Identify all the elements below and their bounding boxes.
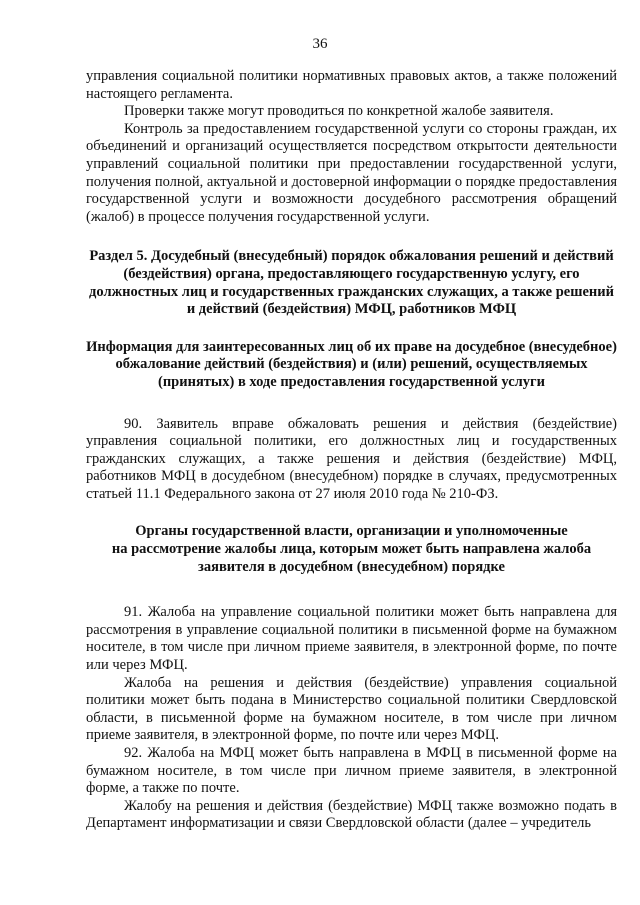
organs-heading-line-2: на рассмотрение жалобы лица, которым может быть направлена жалоба xyxy=(111,541,592,558)
paragraph-92: 92. Жалоба на МФЦ может быть направлена в МФЦ в письменной форме на бумажном носителе, в том числе при личном приеме заявителя, в электронной форме, а также по почте. xyxy=(86,745,617,797)
paragraph-92-second: Жалобу на решения и действия (бездействие) МФЦ также возможно подать в Департамент информатизации и связи Свердловской области (далее – учредитель xyxy=(86,797,617,832)
paragraph-91: 91. Жалоба на управление социальной политики может быть направлена для рассмотрения в управление социальной политики в письменной форме на бумажном носителе, в том числе при личном приеме заявителя, в электронной форме, по почте или через МФЦ. xyxy=(86,604,617,674)
paragraph-checks: Проверки также могут проводиться по конкретной жалобе заявителя. xyxy=(124,103,554,120)
paragraph-control: Контроль за предоставлением государственной услуги со стороны граждан, их объединений и организаций осуществляется посредством открытости деятельности управлений социальной политики при предоставлении государственной услуги, получения полной, актуальной и достоверной информации о порядке предоставления государственной услуги и возможности досудебного рассмотрения обращений (жалоб) в процессе получения государственной услуги. xyxy=(86,120,617,225)
paragraph-90: 90. Заявитель вправе обжаловать решения и действия (бездействие) управления социальной политики, его должностных лиц и государственных гражданских служащих, а также решения и действия (бездействие) МФЦ, работников МФЦ в досудебном (внесудебном) порядке в случаях, предусмотренных статьей 11.1 Федерального закона от 27 июля 2010 года № 210-ФЗ. xyxy=(86,415,617,502)
paragraph-91-second: Жалоба на решения и действия (бездействие) управления социальной политики может быть подана в Министерство социальной политики Свердловской области, в письменной форме на бумажном носителе, в том числе при личном приеме заявителя, в электронной форме, по почте или через МФЦ. xyxy=(86,674,617,744)
section-5-heading: Раздел 5. Досудебный (внесудебный) порядок обжалования решений и действий (бездействия) органа, предоставляющего государственную услугу, его должностных лиц и государственных гражданских служащих, а также решений и действий (бездействия) МФЦ, работников МФЦ xyxy=(89,248,614,318)
organs-heading-line-1: Органы государственной власти, организации и уполномоченные xyxy=(135,523,568,540)
page-number: 36 xyxy=(312,36,328,52)
organs-heading xyxy=(86,523,617,576)
info-heading: Информация для заинтересованных лиц об их праве на досудебное (внесудебное) обжалование действий (бездействия) и (или) решений, осуществляемых (принятых) в ходе предоставления государственной услуги xyxy=(86,338,617,390)
document-body xyxy=(86,68,617,833)
organs-heading-line-3: заявителя в досудебном (внесудебном) порядке xyxy=(198,558,505,575)
paragraph-continuation: управления социальной политики нормативных правовых актов, а также положений настоящего регламента. xyxy=(86,68,617,102)
